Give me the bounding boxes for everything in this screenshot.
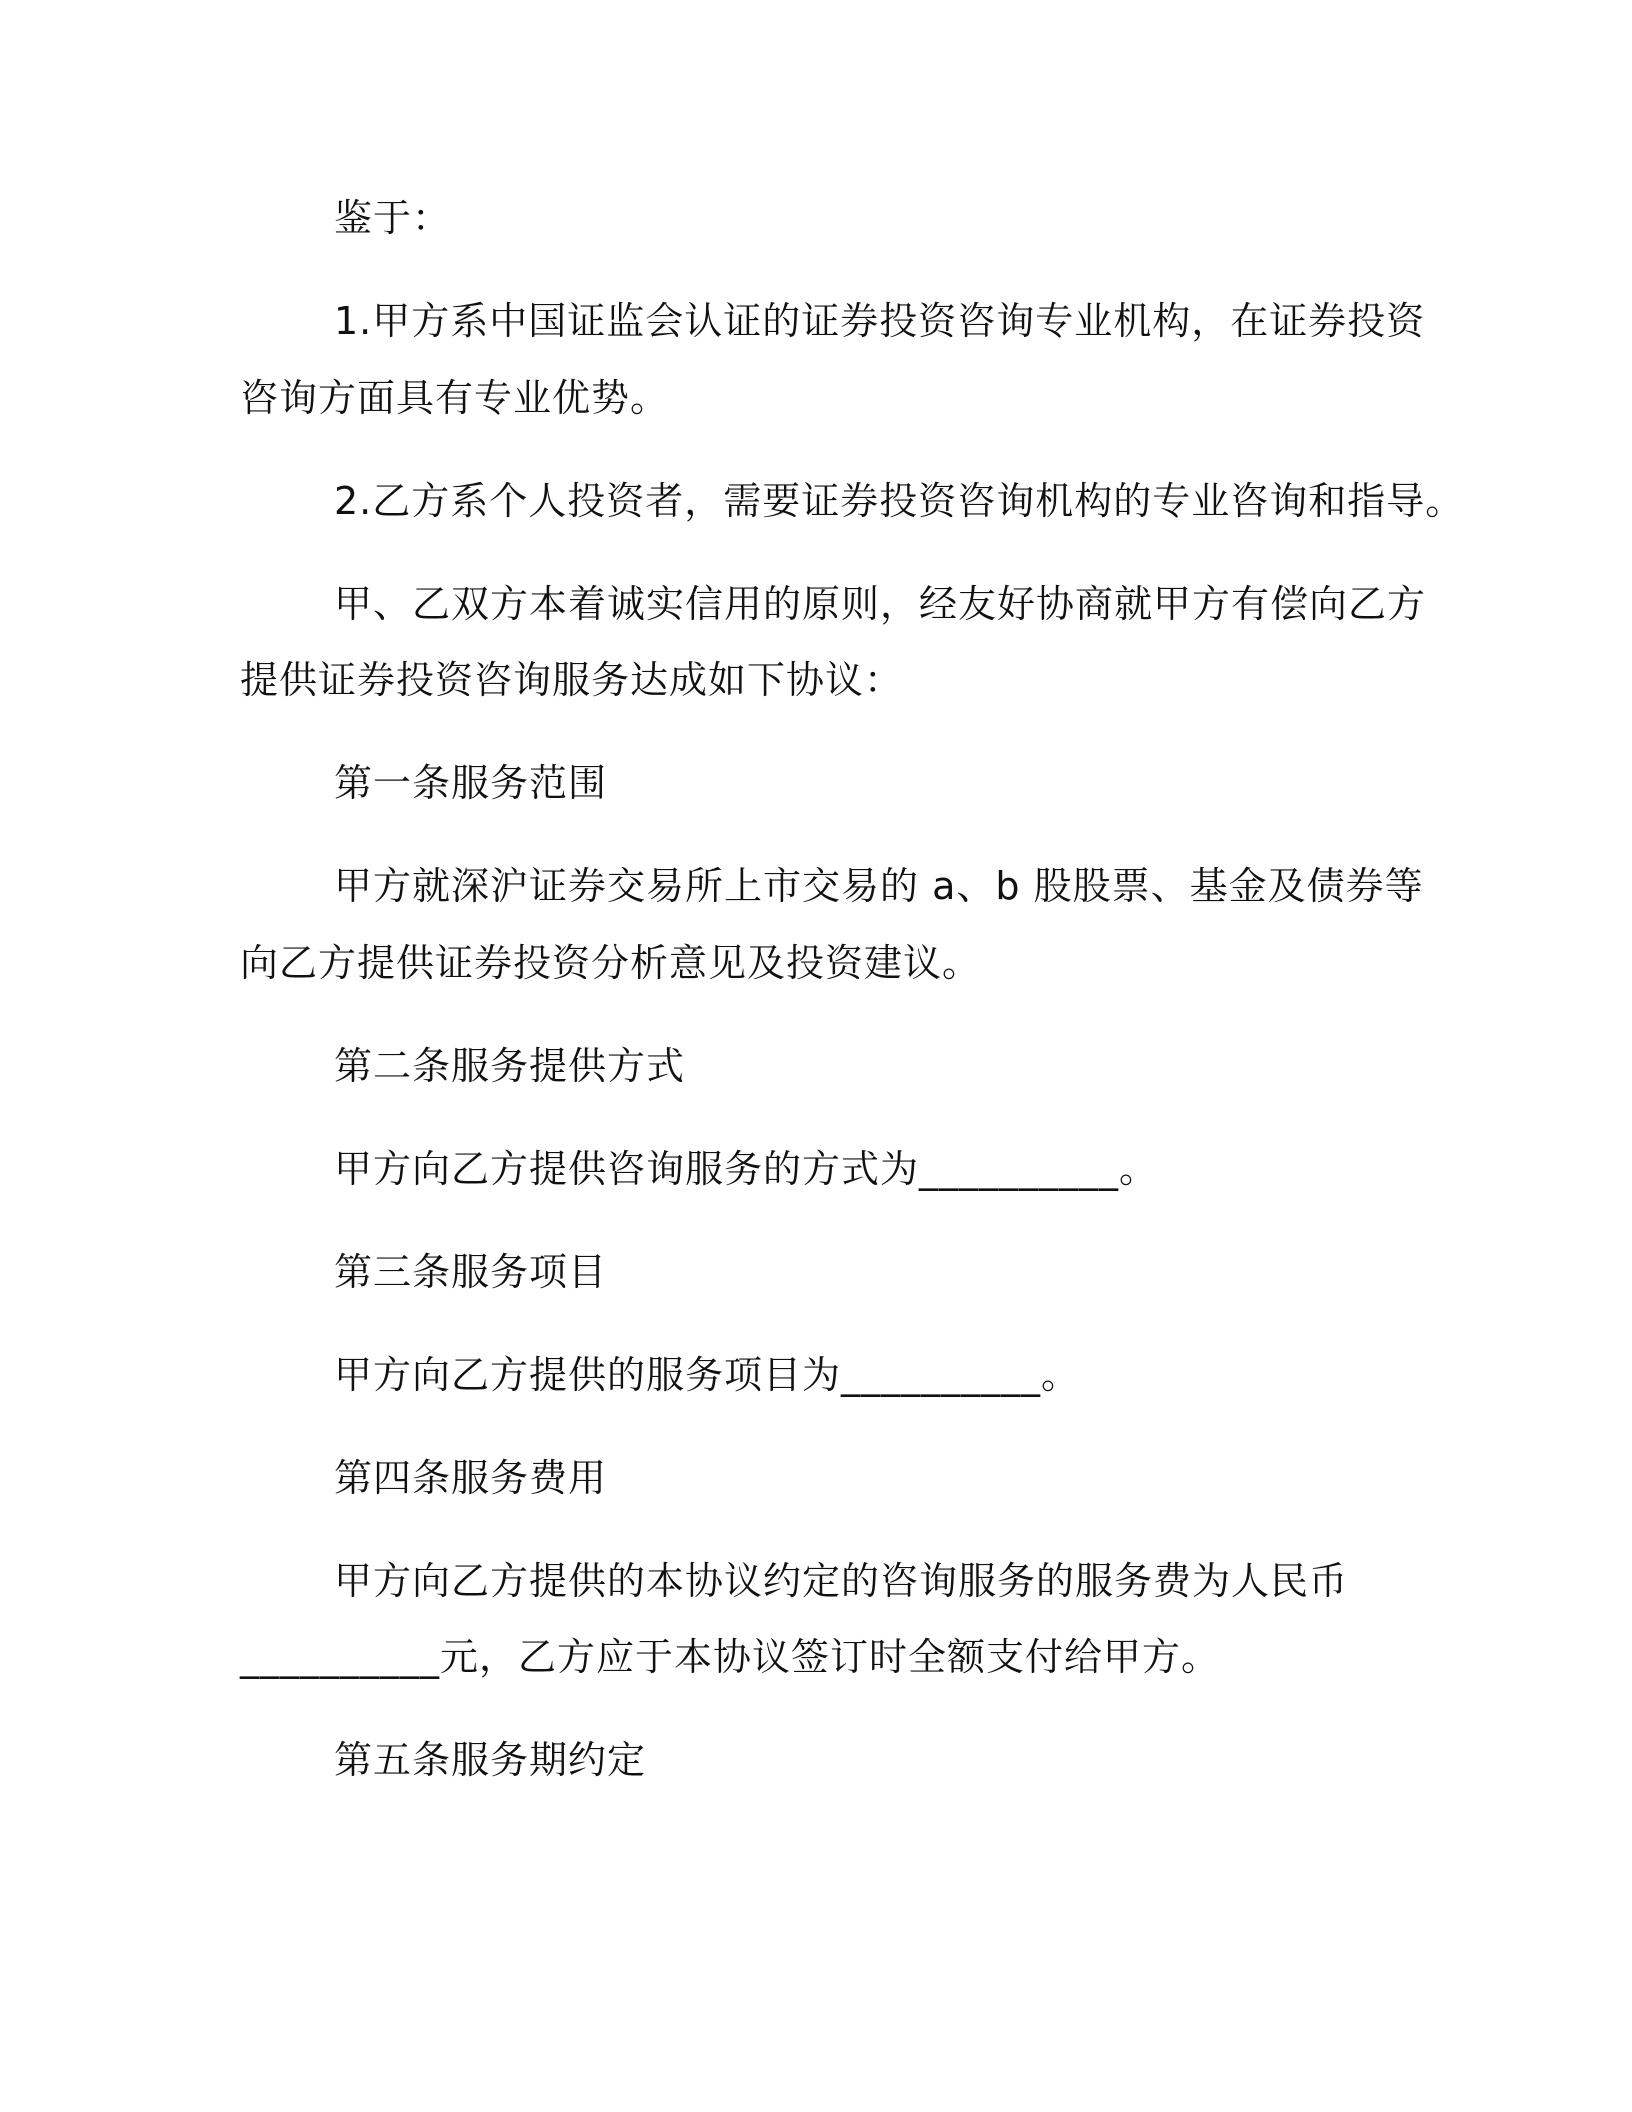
article-1-title: 第一条服务范围 <box>334 761 608 805</box>
article-3-body: 甲方向乙方提供的服务项目为__________。 <box>334 1353 1081 1397</box>
preamble-line-1: 甲、乙双方本着诚实信用的原则，经友好协商就甲方有偿向乙方 <box>334 582 1427 626</box>
recital-1-line-2: 咨询方面具有专业优势。 <box>240 376 670 420</box>
article-4-body-line-1: 甲方向乙方提供的本协议约定的咨询服务的服务费为人民币 <box>334 1559 1349 1603</box>
article-2-title: 第二条服务提供方式 <box>334 1044 686 1088</box>
recital-2-line-1: 2.乙方系个人投资者，需要证券投资咨询机构的专业咨询和指导。 <box>334 479 1465 523</box>
article-5-title: 第五条服务期约定 <box>334 1738 647 1782</box>
article-4-title: 第四条服务费用 <box>334 1456 608 1500</box>
whereas-heading: 鉴于： <box>334 196 452 240</box>
article-3-title: 第三条服务项目 <box>334 1250 608 1294</box>
article-2-body: 甲方向乙方提供咨询服务的方式为__________。 <box>334 1147 1159 1191</box>
article-1-body-line-1: 甲方就深沪证券交易所上市交易的 a、b 股股票、基金及债券等 <box>334 864 1424 908</box>
recital-1-line-1: 1.甲方系中国证监会认证的证券投资咨询专业机构，在证券投资 <box>334 299 1426 343</box>
article-4-body-line-2: __________元，乙方应于本协议签订时全额支付给甲方。 <box>240 1635 1221 1679</box>
preamble-line-2: 提供证券投资咨询服务达成如下协议： <box>240 658 904 702</box>
article-1-body-line-2: 向乙方提供证券投资分析意见及投资建议。 <box>240 941 982 985</box>
